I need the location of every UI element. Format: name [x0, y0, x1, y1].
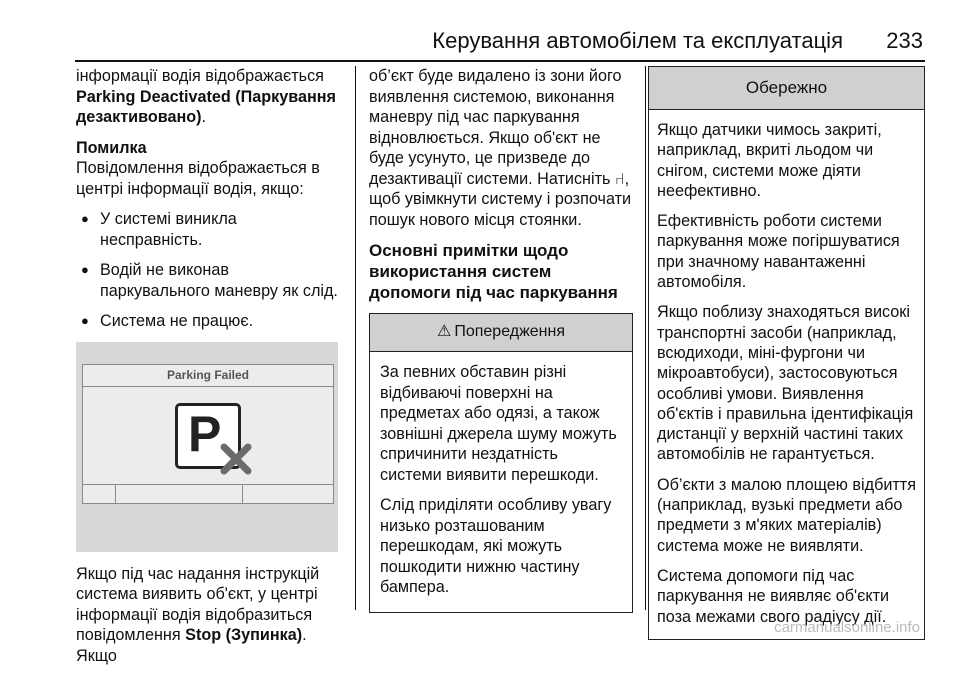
caution-text: Об’єкти з малою площею відбиття (наприклад, вузькі предмети або предмети з м'яких матеріалів) система може не виявляти. [657, 475, 916, 555]
resume-paragraph: об’єкт буде видалено із зони його виявлення системою, виконання маневру під час паркування відновлюється. Якщо об'єкт не буде усунуто, це призведе до дезактивації системи. Натисніть ⑁, щоб увімкнути систему і розпочати пошук нового місця стоянки. [369, 67, 632, 229]
chapter-title: Керування автомобілем та експлуатація [432, 28, 843, 53]
error-section [76, 138, 342, 200]
column-divider [355, 66, 356, 610]
section-heading: Основні примітки щодо використання систем допомоги під час паркування [369, 241, 618, 302]
intro-paragraph [76, 66, 342, 128]
list-item: ● У системі виникла несправність. [76, 209, 342, 250]
error-heading: Помилка [76, 138, 147, 157]
divider [115, 485, 116, 503]
caution-text: Система допомоги під час паркування не виявляє об'єкти поза межами свого радіусу дії. [657, 566, 890, 626]
list-item: ● Система не працює. [76, 311, 342, 332]
caution-header: Обережно [649, 67, 924, 110]
display-screen [82, 364, 334, 504]
parking-failed-figure [76, 342, 338, 552]
warning-title: Попередження [454, 323, 566, 341]
column-divider [645, 66, 646, 610]
caution-box [648, 66, 925, 640]
error-text: Повідомлення відображається в центрі інформації водія, якщо: [76, 159, 320, 198]
page-number: 233 [886, 28, 923, 53]
column-left [76, 66, 342, 676]
screen-title: Parking Failed [83, 365, 333, 387]
page-header [75, 24, 925, 62]
divider [242, 485, 243, 503]
screen-bottom-bar [83, 484, 333, 503]
column-right [648, 66, 925, 640]
parking-letter: P [188, 405, 222, 462]
caution-text: Якщо поблизу знаходяться високі транспортні засоби (наприклад, всюдиходи, міні-фургони чи мікроавтобуси), застосовуються особливі умови. Виявлення об'єктів і правильна ідентифікація дистанції у верхній частині таких автомобілів не гарантується. [657, 303, 914, 464]
stop-text: Якщо під час надання інструкцій система виявить об'єкт, у центрі інформації водія відобразиться повідомлення [76, 564, 320, 644]
intro-text: інформації водія відображається [76, 67, 324, 85]
stop-paragraph [76, 564, 342, 667]
intro-end: . [201, 108, 207, 126]
stop-end: . Якщо [76, 626, 307, 665]
column-middle [369, 66, 633, 613]
list-item: ● Водій не виконав паркувального маневру як слід. [76, 260, 342, 301]
caution-body [649, 110, 924, 639]
caution-text: Якщо датчики чимось закриті, наприклад, вкриті льодом чи снігом, системи може діяти неефективно. [657, 121, 882, 200]
intro-bold-text: Parking Deactivated (Паркування дезактивовано) [76, 87, 337, 126]
warning-header [370, 314, 632, 352]
warning-text: Слід приділяти особливу увагу низько розташованим перешкодам, які можуть пошкодити нижню частину бампера. [380, 496, 612, 596]
warning-box [369, 313, 633, 613]
warning-text: За певних обставин різні відбиваючі поверхні на предметах або одязі, а також зовнішні джерела шуму можуть спричинити нездатність системи виявити перешкоди. [380, 363, 617, 484]
watermark: carmanualsonline.info [774, 619, 920, 636]
cross-icon [218, 441, 254, 477]
caution-text: Ефективність роботи системи паркування може погіршуватися при значному навантаженні автомобіля. [657, 212, 900, 292]
error-list [76, 209, 342, 332]
stop-bold-text: Stop (Зупинка) [185, 626, 303, 644]
warning-icon: ⚠ [436, 323, 452, 341]
warning-body [370, 352, 632, 612]
